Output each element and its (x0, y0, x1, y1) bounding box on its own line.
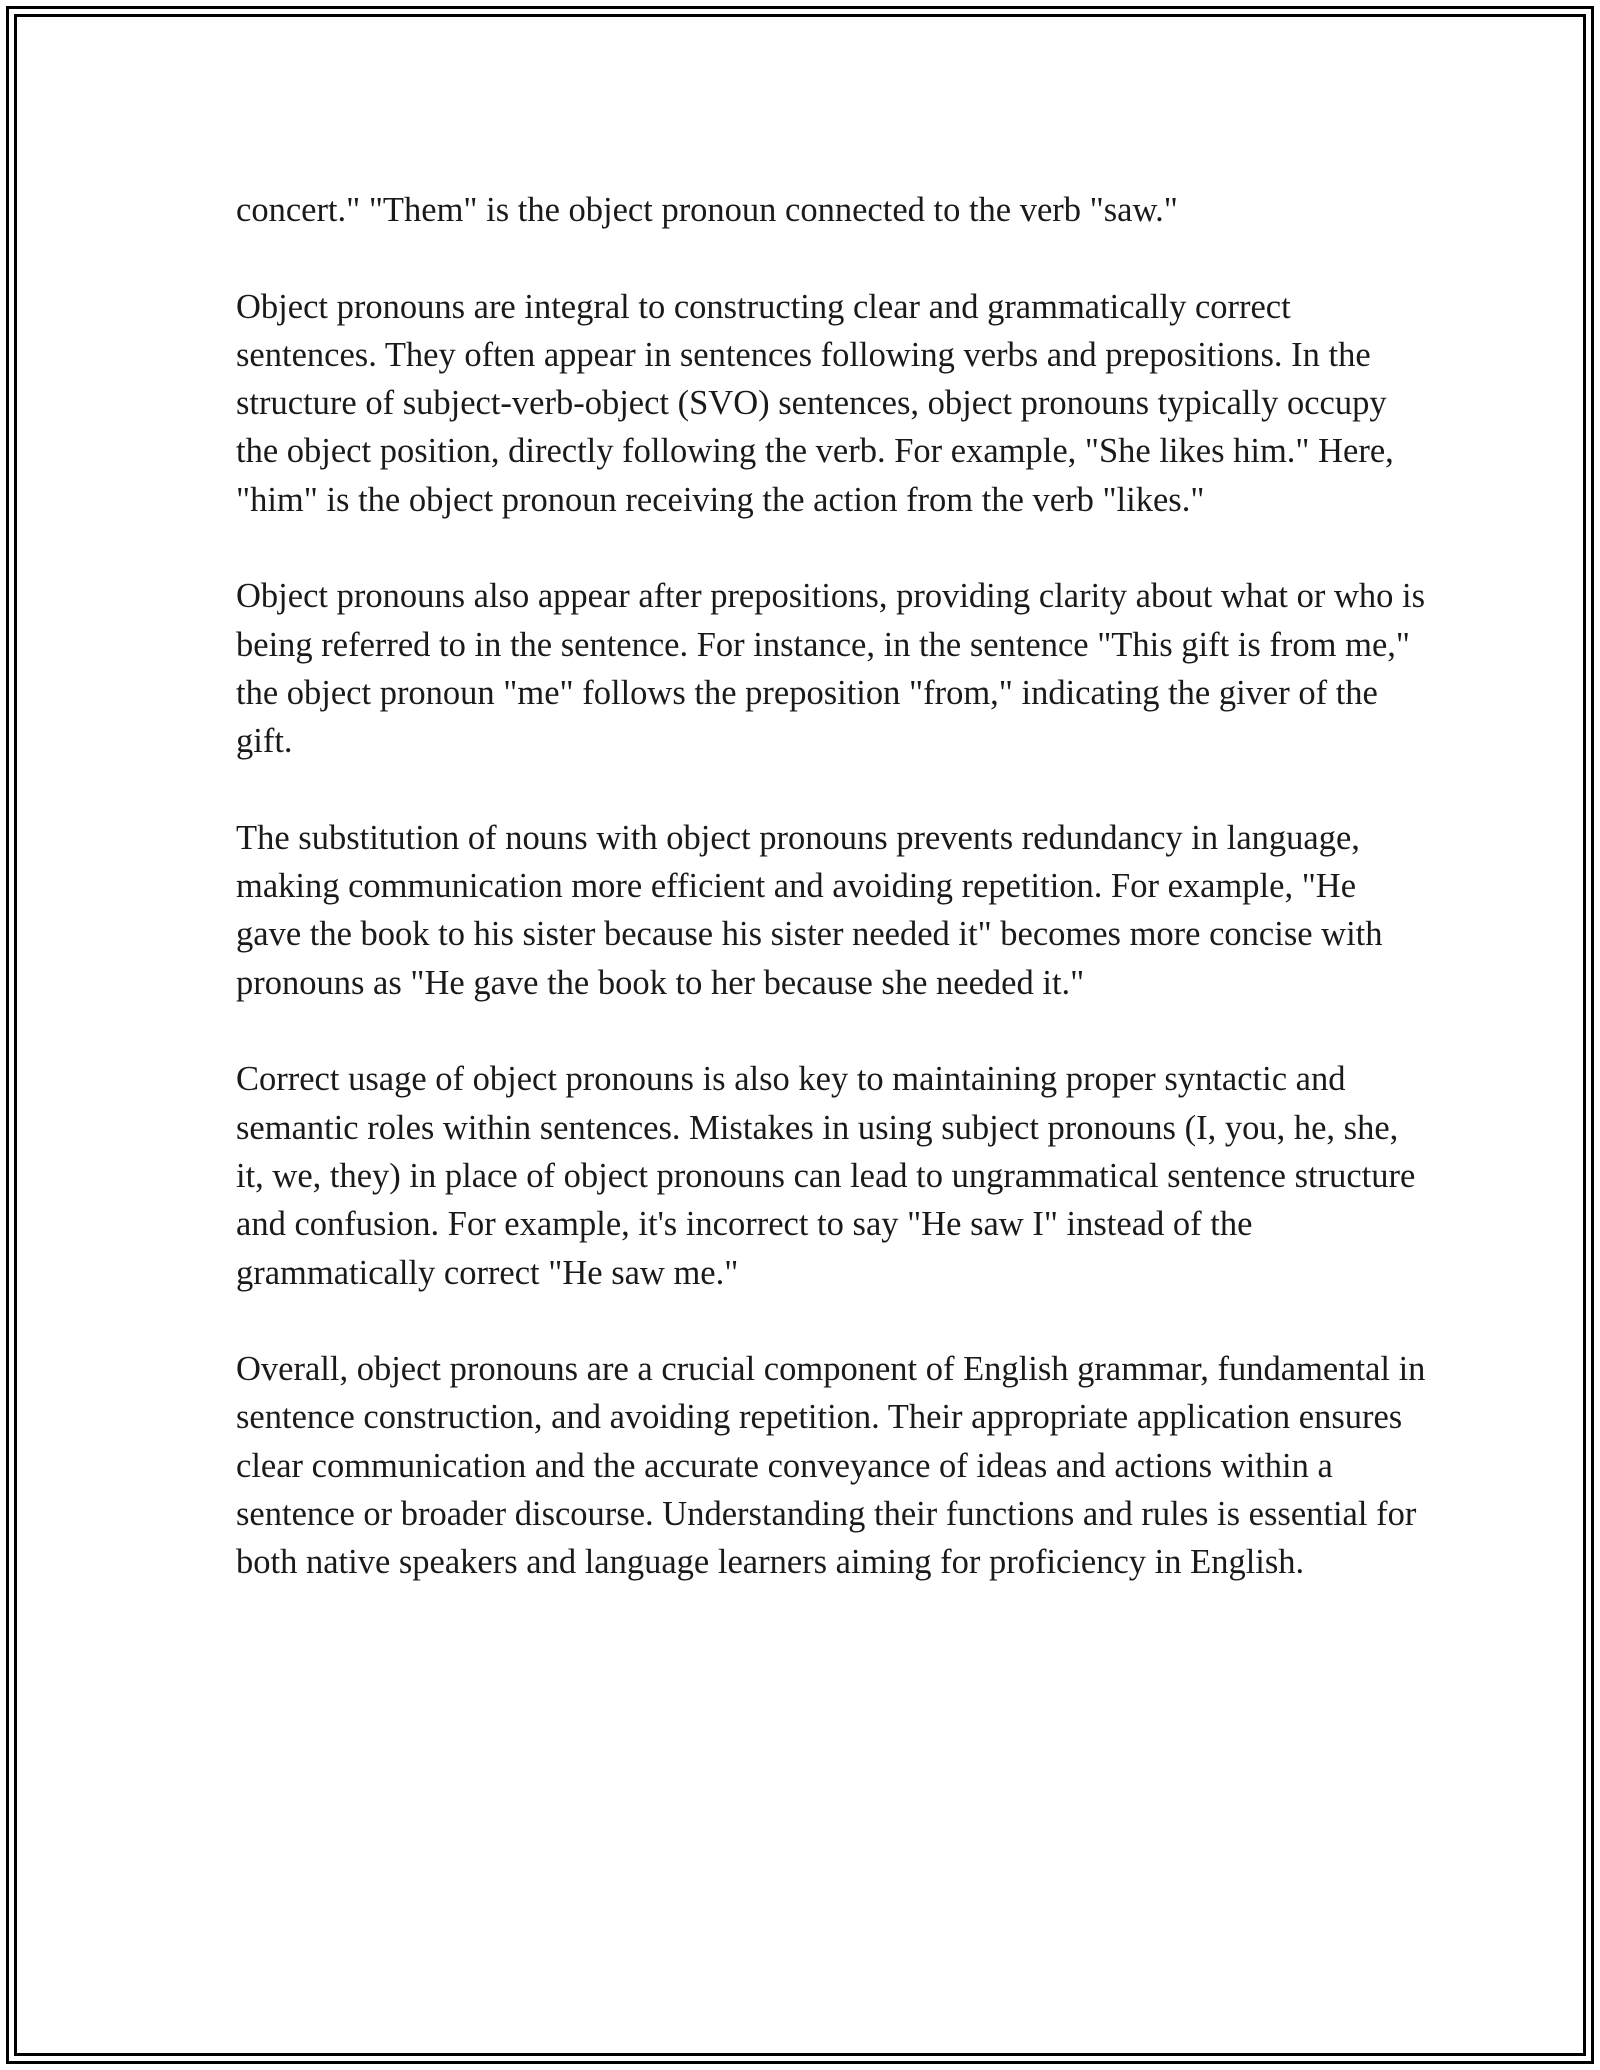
paragraph-2: Object pronouns are integral to constructing clear and grammatically correct sentences. They often appear in sentences following verbs and prepositions. In the structure of subject-verb-object (SVO) sentences, object pronouns typically occupy the object position, directly following the verb. For example, "She likes him." Here, "him" is the object pronoun receiving the action from the verb "likes." (236, 287, 1394, 519)
paragraph-5: Correct usage of object pronouns is also key to maintaining proper syntactic and semantic roles within sentences. Mistakes in using subject pronouns (I, you, he, she, it, we, they) in place of object pronouns can lead to ungrammatical sentence structure and confusion. For example, it's incorrect to say "He saw I" instead of the grammatically correct "He saw me." (236, 1060, 1416, 1292)
paragraph-3: Object pronouns also appear after prepositions, providing clarity about what or who is being referred to in the sentence. For instance, in the sentence "This gift is from me," the object pronoun "me" follows the preposition "from," indicating the giver of the gift. (236, 577, 1426, 761)
paragraph-1: concert." "Them" is the object pronoun connected to the verb "saw." (236, 191, 1178, 229)
document-body (236, 186, 1426, 1587)
paragraph-6: Overall, object pronouns are a crucial component of English grammar, fundamental in sentence construction, and avoiding repetition. Their appropriate application ensures clear communication and the accurate conveyance of ideas and actions within a sentence or broader discourse. Understanding their functions and rules is essential for both native speakers and language learners aiming for proficiency in English. (236, 1350, 1426, 1582)
paragraph-4: The substitution of nouns with object pronouns prevents redundancy in language, making communication more efficient and avoiding repetition. For example, "He gave the book to his sister because his sister needed it" becomes more concise with pronouns as "He gave the book to her because she needed it." (236, 818, 1383, 1002)
